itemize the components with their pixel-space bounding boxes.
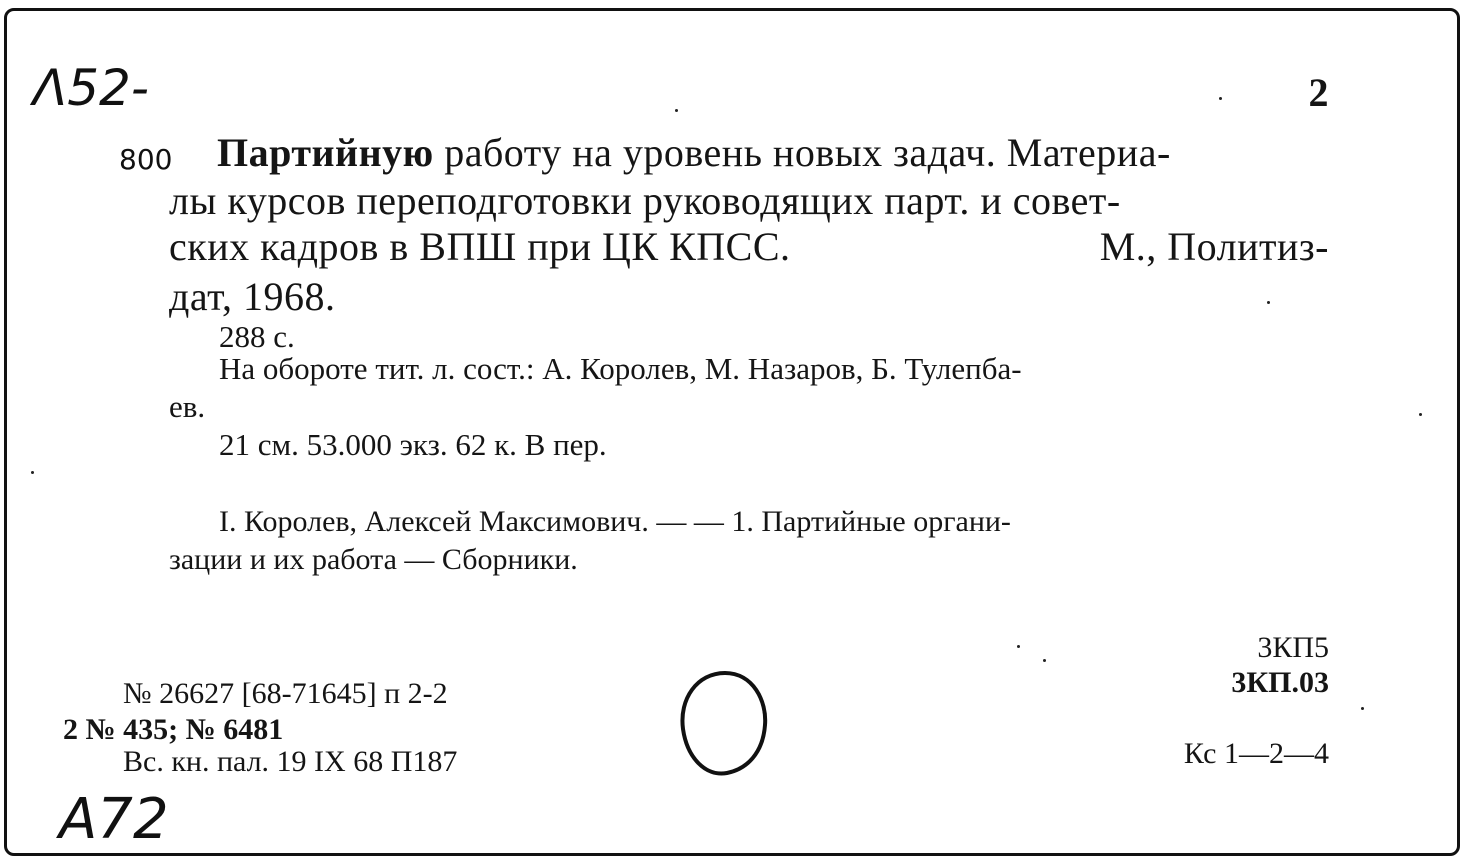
scan-speck [1043, 659, 1046, 662]
record-chamber-line: Вс. кн. пал. 19 IX 68 П187 [123, 745, 458, 778]
title-line-4: дат, 1968. [169, 274, 336, 319]
record-copies-line: 2 № 435; № 6481 [63, 713, 284, 746]
title-lead-word: Партийную [217, 130, 434, 175]
compilers-line-1: На обороте тит. л. сост.: А. Королев, М. Назаров, Б. Тулепба- [219, 351, 1022, 386]
title-line-2: лы курсов переподготовки руководящих парт. и совет- [169, 178, 1121, 223]
scan-speck [1219, 97, 1222, 100]
physical-description: 21 см. 53.000 экз. 62 к. В пер. [219, 427, 607, 462]
tracing-line-1: I. Королев, Алексей Максимович. — — 1. Партийные органи- [219, 505, 1011, 538]
handwritten-call-number: Λ52- [33, 59, 149, 117]
scan-speck [1017, 645, 1020, 648]
card-number: 2 [1308, 70, 1329, 115]
title-line-1 [217, 129, 1171, 176]
scan-speck [1267, 301, 1270, 304]
oval-stamp-icon [675, 665, 775, 783]
handwritten-left-number: 800 [119, 143, 173, 176]
scan-speck [31, 471, 34, 474]
classification-code-1: 3КП5 [1257, 631, 1329, 664]
catalog-card [4, 8, 1460, 856]
title-text-1: работу на уровень новых задач. Материа- [433, 130, 1171, 175]
scan-speck [1419, 413, 1422, 416]
handwritten-bottom-mark: A72 [59, 787, 169, 852]
scan-speck [1361, 707, 1364, 710]
title-line-3: ских кадров в ВПШ при ЦК КПСС. [169, 224, 791, 269]
record-number-line: № 26627 [68-71645] п 2-2 [123, 677, 448, 710]
kc-code: Кс 1—2—4 [1183, 737, 1329, 770]
pages: 288 с. [219, 319, 295, 354]
classification-code-2: 3КП.03 [1231, 666, 1329, 699]
publisher-tail: М., Политиз- [1099, 224, 1329, 269]
scan-speck [675, 109, 678, 112]
compilers-line-2: ев. [169, 389, 206, 424]
tracing-line-2: зации и их работа — Сборники. [169, 543, 578, 576]
